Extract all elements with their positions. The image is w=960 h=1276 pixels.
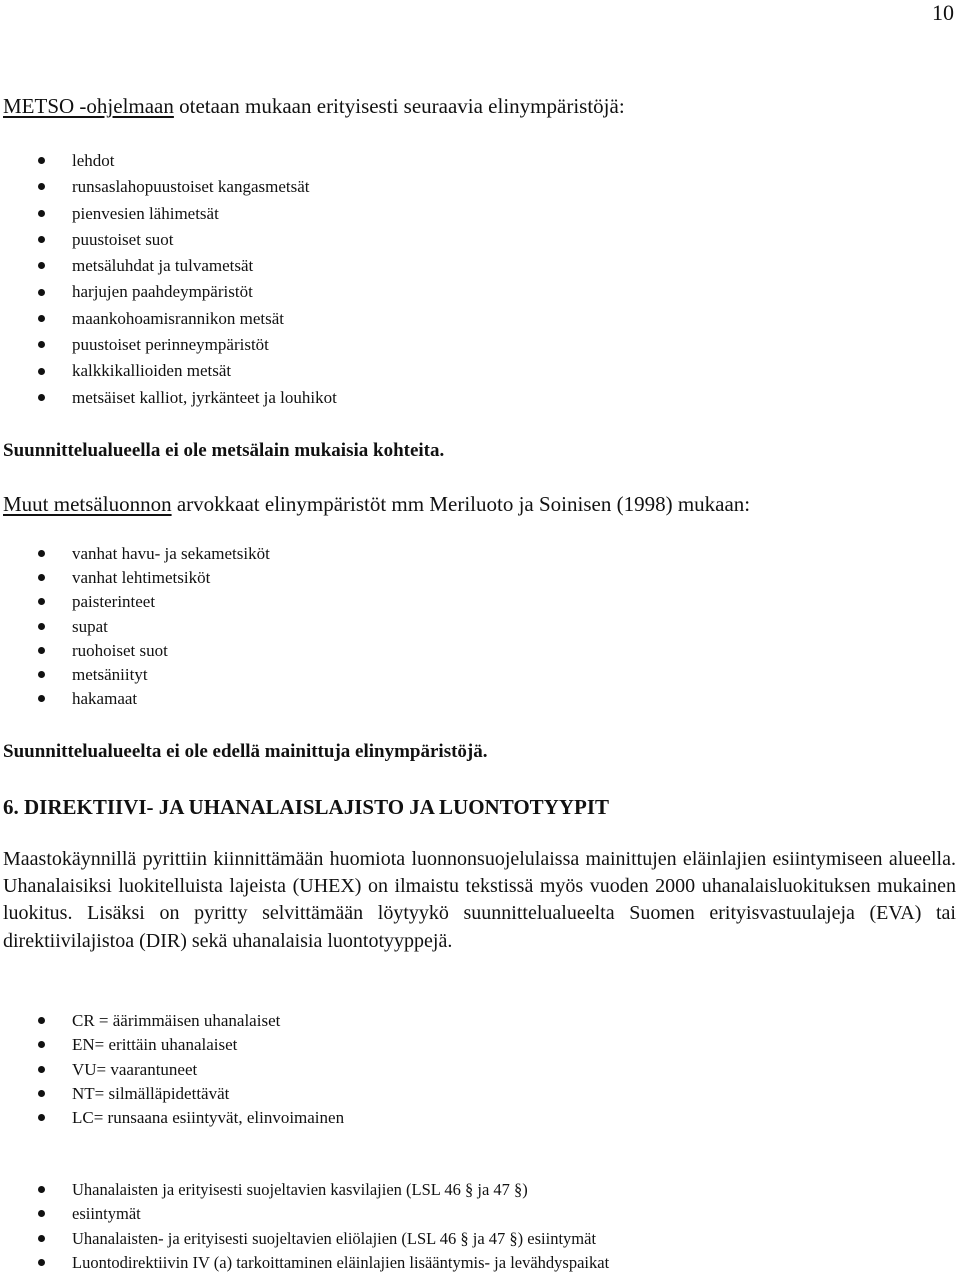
other-habitats-conclusion: Suunnittelualueelta ei ole edellä mainittuja elinympäristöjä. xyxy=(3,741,488,762)
list-item: CR = äärimmäisen uhanalaiset xyxy=(0,1009,344,1033)
metso-habitat-list xyxy=(0,148,337,411)
list-item: puustoiset suot xyxy=(0,227,337,253)
list-item: lehdot xyxy=(0,148,337,174)
symbol-list xyxy=(0,1178,609,1275)
list-item: esiintymät xyxy=(0,1202,609,1226)
list-item: kalkkikallioiden metsät xyxy=(0,358,337,384)
other-habitats-list xyxy=(0,542,270,711)
list-item: supat xyxy=(0,615,270,639)
list-item: pienvesien lähimetsät xyxy=(0,201,337,227)
metso-heading-text: otetaan mukaan erityisesti seuraavia elinympäristöjä: xyxy=(173,94,625,118)
list-item: Uhanalaisten ja erityisesti suojeltavien kasvilajien (LSL 46 § ja 47 §) xyxy=(0,1178,609,1202)
list-item: puustoiset perinneympäristöt xyxy=(0,332,337,358)
intro-paragraph: Maastokäynnillä pyrittiin kiinnittämään huomiota luonnonsuojelulaissa mainittujen eläinlajien esiintymiseen alueella. Uhanalaisiksi luokitelluista lajeista (UHEX) on ilmaistu tekstissä myös vuoden 2000 uhanalaisluokituksen mukainen luokitus. Lisäksi on pyritty selvittämään löytyykö suunnittelualueelta Suomen erityisvastuulajeja (EVA) tai direktiivilajistoa (DIR) sekä uhanalaisia luontotyyppejä. xyxy=(3,848,956,952)
section-title: 6. DIREKTIIVI- JA UHANALAISLAJISTO JA LUONTOTYYPIT xyxy=(3,795,610,819)
list-item: harjujen paahdeympäristöt xyxy=(0,279,337,305)
list-item: ruohoiset suot xyxy=(0,639,270,663)
list-item: runsaslahopuustoiset kangasmetsät xyxy=(0,174,337,200)
list-item: paisterinteet xyxy=(0,590,270,614)
other-habitats-link[interactable]: Muut metsäluonnon xyxy=(3,492,172,516)
list-item: maankohoamisrannikon metsät xyxy=(0,306,337,332)
metso-heading xyxy=(3,94,625,119)
threat-category-list xyxy=(0,1009,344,1130)
list-item: NT= silmälläpidettävät xyxy=(0,1082,344,1106)
other-habitats-heading-text: arvokkaat elinympäristöt mm Meriluoto ja Soinisen (1998) mukaan: xyxy=(171,492,751,516)
metso-link[interactable]: METSO -ohjelmaan xyxy=(3,94,174,118)
list-item: EN= erittäin uhanalaiset xyxy=(0,1033,344,1057)
list-item: metsäiset kalliot, jyrkänteet ja louhikot xyxy=(0,385,337,411)
other-habitats-heading xyxy=(3,492,750,517)
list-item: Luontodirektiivin IV (a) tarkoittaminen eläinlajien lisääntymis- ja levähdyspaikat xyxy=(0,1251,609,1275)
list-item: LC= runsaana esiintyvät, elinvoimainen xyxy=(0,1106,344,1130)
page-number: 10 xyxy=(932,0,954,25)
list-item: Uhanalaisten- ja erityisesti suojeltavien eliölajien (LSL 46 § ja 47 §) esiintymät xyxy=(0,1227,609,1251)
list-item: metsäluhdat ja tulvametsät xyxy=(0,253,337,279)
metso-conclusion: Suunnittelualueella ei ole metsälain mukaisia kohteita. xyxy=(3,440,445,461)
list-item: hakamaat xyxy=(0,687,270,711)
list-item: VU= vaarantuneet xyxy=(0,1058,344,1082)
list-item: metsäniityt xyxy=(0,663,270,687)
list-item: vanhat havu- ja sekametsiköt xyxy=(0,542,270,566)
list-item: vanhat lehtimetsiköt xyxy=(0,566,270,590)
